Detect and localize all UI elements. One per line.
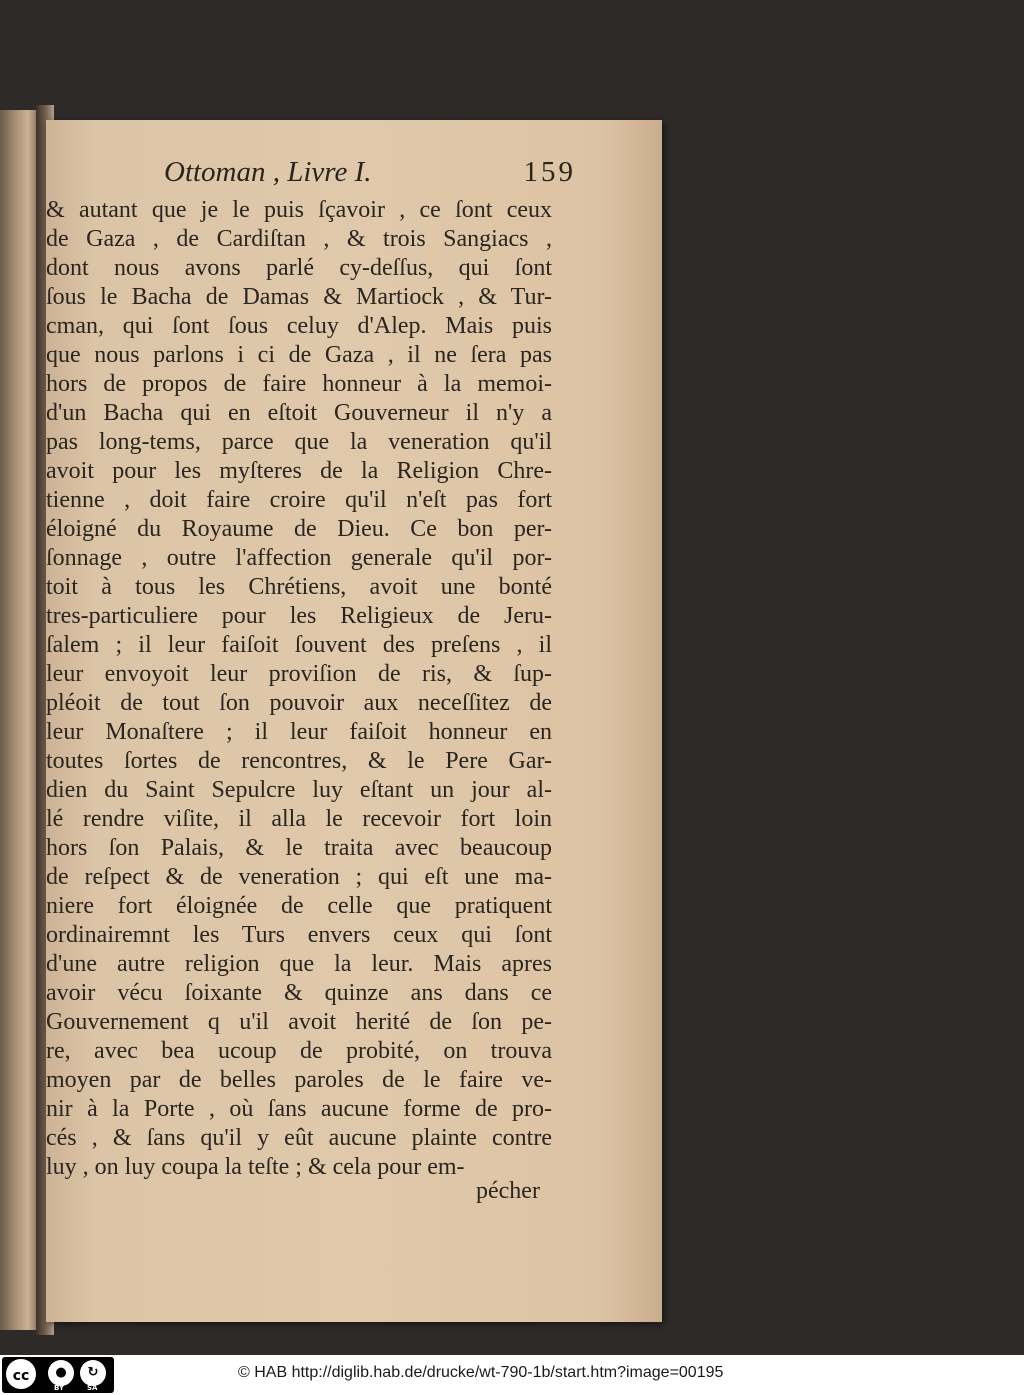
text-line: hors ſon Palais, & le traita avec beaucoup bbox=[46, 835, 552, 861]
copyright-link[interactable]: © HAB http://diglib.hab.de/drucke/wt-790-1b/start.htm?image=00195 bbox=[238, 1364, 724, 1381]
body-text bbox=[46, 196, 552, 1182]
text-line: cman, qui ſont ſous celuy d'Alep. Mais puis bbox=[46, 313, 552, 339]
text-line: d'un Bacha qui en eſtoit Gouverneur il n'y a bbox=[46, 400, 552, 426]
previous-page-edge bbox=[0, 110, 40, 1330]
license-by-label: BY bbox=[54, 1384, 65, 1392]
text-line: lé rendre viſite, il alla le recevoir fort loin bbox=[46, 806, 552, 832]
cc-icon: cc bbox=[6, 1359, 36, 1389]
text-line: que nous parlons i ci de Gaza , il ne ſera pas bbox=[46, 342, 552, 368]
text-line: toutes ſortes de rencontres, & le Pere Gar- bbox=[46, 748, 552, 774]
text-line: ordinairemnt les Turs envers ceux qui ſont bbox=[46, 922, 552, 948]
share-alike-icon: ↻ bbox=[80, 1360, 106, 1386]
text-line: éloigné du Royaume de Dieu. Ce bon per- bbox=[46, 516, 552, 542]
text-line: niere fort éloignée de celle que pratiquent bbox=[46, 893, 552, 919]
attribution-icon: ● bbox=[48, 1360, 74, 1386]
cc-license-badge[interactable] bbox=[2, 1357, 114, 1393]
catchword: pécher bbox=[476, 1178, 540, 1204]
text-line: toit à tous les Chrétiens, avoit une bonté bbox=[46, 574, 552, 600]
running-head-title: Ottoman , Livre I. bbox=[164, 156, 372, 188]
text-line: hors de propos de faire honneur à la memoi- bbox=[46, 371, 552, 397]
text-line: re, avec bea ucoup de probité, on trouva bbox=[46, 1038, 552, 1064]
text-line: de Gaza , de Cardiſtan , & trois Sangiacs , bbox=[46, 226, 552, 252]
book-page bbox=[46, 120, 662, 1322]
text-line: ſous le Bacha de Damas & Martiock , & Tur- bbox=[46, 284, 552, 310]
text-line: Gouvernement q u'il avoit herité de ſon pe- bbox=[46, 1009, 552, 1035]
text-line: d'une autre religion que la leur. Mais apres bbox=[46, 951, 552, 977]
text-line: dien du Saint Sepulcre luy eſtant un jour al- bbox=[46, 777, 552, 803]
license-sa-label: SA bbox=[87, 1384, 98, 1392]
page-number: 159 bbox=[523, 156, 576, 188]
text-line: ſonnage , outre l'affection generale qu'il por- bbox=[46, 545, 552, 571]
text-line: nir à la Porte , où ſans aucune forme de pro- bbox=[46, 1096, 552, 1122]
text-line: pléoit de tout ſon pouvoir aux neceſſitez de bbox=[46, 690, 552, 716]
text-line: leur envoyoit leur proviſion de ris, & ſup- bbox=[46, 661, 552, 687]
text-line: avoir vécu ſoixante & quinze ans dans ce bbox=[46, 980, 552, 1006]
text-line: tienne , doit faire croire qu'il n'eſt pas fort bbox=[46, 487, 552, 513]
text-line: avoit pour les myſteres de la Religion Chre- bbox=[46, 458, 552, 484]
text-line: pas long-tems, parce que la veneration qu'il bbox=[46, 429, 552, 455]
text-line: de reſpect & de veneration ; qui eſt une ma- bbox=[46, 864, 552, 890]
text-line: & autant que je le puis ſçavoir , ce ſont ceux bbox=[46, 197, 552, 223]
text-line: leur Monaſtere ; il leur faiſoit honneur en bbox=[46, 719, 552, 745]
text-line: ſalem ; il leur faiſoit ſouvent des preſens , il bbox=[46, 632, 552, 658]
text-line: tres-particuliere pour les Religieux de Jeru- bbox=[46, 603, 552, 629]
text-line: cés , & ſans qu'il y eût aucune plainte contre bbox=[46, 1125, 552, 1151]
text-line: moyen par de belles paroles de le faire ve- bbox=[46, 1067, 552, 1093]
running-head bbox=[164, 156, 576, 196]
text-line: dont nous avons parlé cy-deſſus, qui ſont bbox=[46, 255, 552, 281]
text-line: luy , on luy coupa la teſte ; & cela pour em- bbox=[46, 1154, 465, 1180]
